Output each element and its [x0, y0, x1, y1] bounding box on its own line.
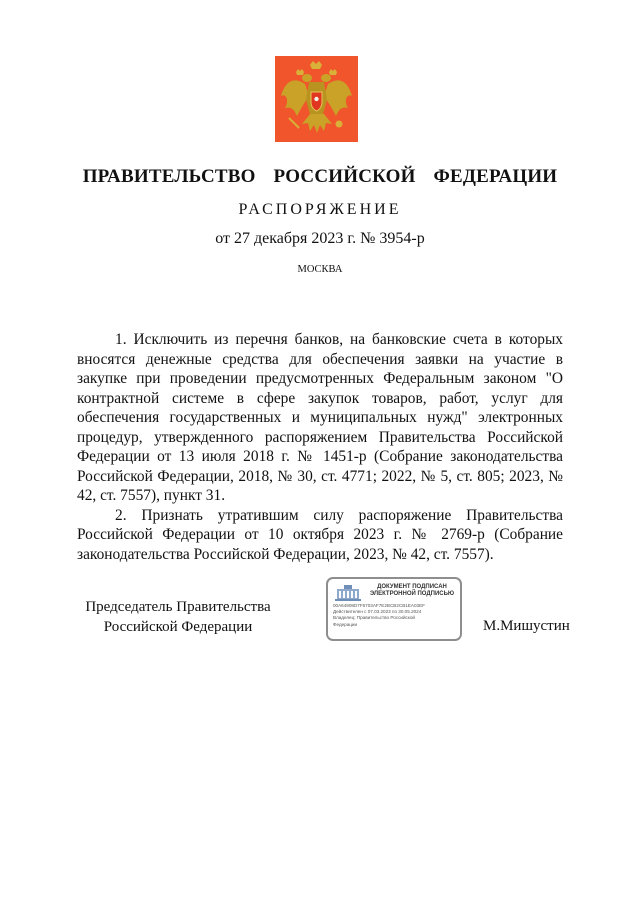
- document-date-number: от 27 декабря 2023 г. № 3954-р: [215, 230, 425, 247]
- government-title: ПРАВИТЕЛЬСТВО РОССИЙСКОЙ ФЕДЕРАЦИИ: [82, 166, 558, 187]
- paragraph-2: 2. Признать утратившим силу распоряжение Правительства Российской Федерации от 10 октября 2023 г. № 2769-р (Собрание законодательства Российской Федерации, 2023, № 42, ст. 7557).: [77, 506, 563, 563]
- signer-name: М.Мишустин: [483, 618, 570, 634]
- signer-position: [78, 598, 278, 637]
- stamp-title: [364, 584, 460, 598]
- stamp-owner-line-1: Владелец: Правительство Российской: [333, 615, 415, 621]
- stamp-title-line-1: ДОКУМЕНТ ПОДПИСАН: [377, 584, 447, 590]
- stamp-owner-line-2: Федерации: [333, 621, 358, 627]
- russian-coat-of-arms-icon: [275, 56, 358, 142]
- signer-position-line-2: Российской Федерации: [103, 618, 253, 635]
- document-body: [77, 330, 563, 564]
- electronic-signature-stamp: [326, 577, 462, 641]
- paragraph-1: 1. Исключить из перечня банков, на банковские счета в которых вносятся денежные средства для обеспечения заявки на участие в закупке при проведении предусмотренных Федеральным законом "О контрактной системе в сфере закупок товаров, работ, услуг для обеспечения государственных и муниципальных нужд" электронных процедур, утвержденного распоряжением Правительства Российской Федерации от 13 июля 2018 г. № 1451-р (Собрание законодательства Российской Федерации, 2018, № 30, ст. 4771; 2022, № 5, ст. 805; 2023, № 42, ст. 7557), пункт 31.: [77, 331, 563, 504]
- document-type: РАСПОРЯЖЕНИЕ: [238, 201, 402, 218]
- stamp-certificate: 00A64908D7F6703AF7E2BCB2CB1EA03EF: [333, 603, 425, 608]
- government-building-icon: [334, 584, 362, 602]
- stamp-validity: Действителен с 07.03.2023 по 30.05.2024: [333, 609, 422, 615]
- coat-of-arms-emblem: [275, 56, 358, 142]
- signer-position-line-1: Председатель Правительства: [85, 599, 271, 615]
- document-place: МОСКВА: [297, 264, 343, 275]
- stamp-details: [333, 603, 459, 628]
- stamp-title-line-2: ЭЛЕКТРОННОЙ ПОДПИСЬЮ: [369, 591, 455, 597]
